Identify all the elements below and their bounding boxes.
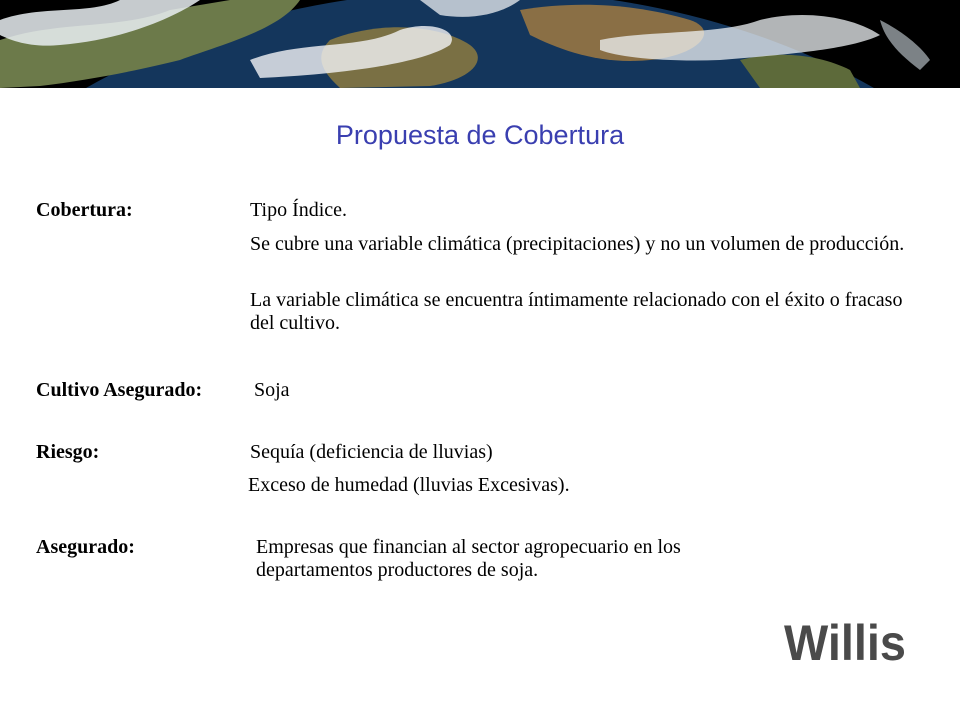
cobertura-paragraph-3: La variable climática se encuentra íntimamente relacionado con el éxito o fracaso del cultivo. [250, 289, 903, 334]
slide-title: Propuesta de Cobertura [335, 120, 625, 150]
asegurado-label: Asegurado: [36, 536, 135, 558]
header-banner-earth-image [0, 0, 960, 88]
willis-logo-text: Willis [784, 616, 906, 666]
cultivo-value: Soja [254, 379, 290, 401]
cobertura-paragraph-2: Se cubre una variable climática (precipitaciones) y no un volumen de producción. [250, 233, 905, 255]
riesgo-line-2: Exceso de humedad (lluvias Excesivas). [248, 474, 570, 496]
asegurado-value: Empresas que financian al sector agropecuario en los departamentos productores de soja. [256, 536, 681, 581]
cobertura-paragraph-1: Tipo Índice. [250, 199, 348, 221]
cobertura-label: Cobertura: [36, 199, 133, 221]
cultivo-label: Cultivo Asegurado: [36, 379, 203, 401]
riesgo-line-1: Sequía (deficiencia de lluvias) [250, 441, 493, 463]
riesgo-label: Riesgo: [36, 441, 100, 463]
willis-logo [784, 616, 924, 666]
willis-logo-mark [784, 616, 924, 666]
earth-satellite-image [0, 0, 960, 88]
